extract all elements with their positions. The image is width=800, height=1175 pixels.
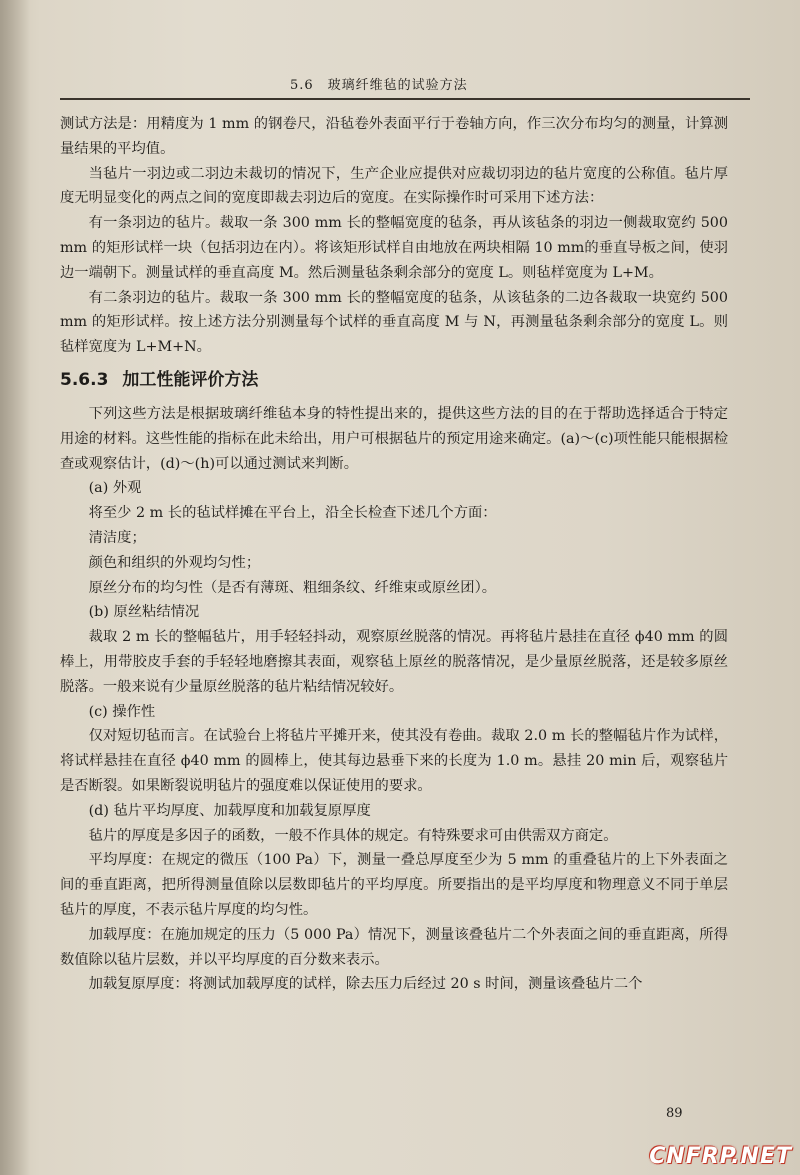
section-number: 5.6.3 <box>60 369 109 390</box>
page-number: 89 <box>666 1106 683 1121</box>
item-c-text: 仅对短切毡而言。在试验台上将毡片平摊开来，使其没有卷曲。裁取 2.0 m 长的整幅毡片作为试样，将试样悬挂在直径 ϕ40 mm 的圆棒上，使其每边悬垂下来的长度为 1.0 m。悬挂 20 min 后，观察毡片是否断裂。如果断裂说明毡片的强度难以保证使用的要求。 <box>60 728 728 794</box>
paragraph-one-selvage: 有一条羽边的毡片。裁取一条 300 mm 长的整幅宽度的毡条，再从该毡条的羽边一侧裁取宽约 500 mm 的矩形试样一块（包括羽边在内）。将该矩形试样自由地放在两块相隔 10 mm的垂直导板之间，使羽边一端朝下。测量试样的垂直高度 M。然后测量毡条剩余部分的宽度 L。则毡样宽度为 L+M。 <box>60 215 728 281</box>
item-d-title: (d) 毡片平均厚度、加载厚度和加载复原厚度 <box>88 802 371 819</box>
item-d-text-4: 加载复原厚度：将测试加载厚度的试样，除去压力后经过 20 s 时间，测量该叠毡片二个 <box>88 976 643 993</box>
section-title: 加工性能评价方法 <box>122 369 259 390</box>
item-b-text: 裁取 2 m 长的整幅毡片，用手轻轻抖动，观察原丝脱落的情况。再将毡片悬挂在直径 ϕ40 mm 的圆棒上，用带胶皮手套的手轻轻地磨擦其表面，观察毡上原丝的脱落情况，是少量原丝脱落，还是较多原丝脱落。一般来说有少量原丝脱落的毡片粘结情况较好。 <box>60 629 728 695</box>
page-spine-shadow <box>0 0 30 1175</box>
item-d-text-1: 毡片的厚度是多因子的函数，一般不作具体的规定。有特殊要求可由供需双方商定。 <box>88 827 618 844</box>
item-a-text-1: 将至少 2 m 长的毡试样摊在平台上，沿全长检查下述几个方面： <box>88 505 497 522</box>
paragraph-measure-method: 测试方法是：用精度为 1 mm 的钢卷尺，沿毡卷外表面平行于卷轴方向，作三次分布均匀的测量，计算测量结果的平均值。 <box>60 116 728 157</box>
paragraph-selvage: 当毡片一羽边或二羽边未裁切的情况下，生产企业应提供对应裁切羽边的毡片宽度的公称值。毡片厚度无明显变化的两点之间的宽度即裁去羽边后的宽度。在实际操作时可采用下述方法： <box>60 165 728 207</box>
header-rule <box>60 98 750 100</box>
item-a-text-3: 颜色和组织的外观均匀性； <box>88 554 261 571</box>
item-c-title: (c) 操作性 <box>88 703 156 720</box>
running-header: 5.6 玻璃纤维毡的试验方法 <box>290 78 468 93</box>
section-heading <box>60 368 728 392</box>
item-d-text-2: 平均厚度：在规定的微压（100 Pa）下，测量一叠总厚度至少为 5 mm 的重叠毡片的上下外表面之间的垂直距离，把所得测量值除以层数即毡片的平均厚度。所要指出的是平均厚度和物理意义不同于单层毡片的厚度，不表示毡片厚度的均匀性。 <box>60 852 728 918</box>
paragraph-two-selvages: 有二条羽边的毡片。裁取一条 300 mm 长的整幅宽度的毡条，从该毡条的二边各裁取一块宽约 500 mm 的矩形试样。按上述方法分别测量每个试样的垂直高度 M 与 N，再测量毡条剩余部分的宽度 L。则毡样宽度为 L+M+N。 <box>60 289 728 356</box>
item-a-text-2: 清洁度； <box>88 529 146 546</box>
item-b-title: (b) 原丝粘结情况 <box>88 604 200 621</box>
page-body <box>60 112 728 997</box>
item-a-text-4: 原丝分布的均匀性（是否有薄斑、粗细条纹、纤维束或原丝团）。 <box>88 579 497 596</box>
paragraph-intro: 下列这些方法是根据玻璃纤维毡本身的特性提出来的，提供这些方法的目的在于帮助选择适合于特定用途的材料。这些性能的指标在此未给出，用户可根据毡片的预定用途来确定。(a)～(c)项性能只能根据检查或观察估计，(d)～(h)可以通过测试来判断。 <box>60 405 728 472</box>
item-d-text-3: 加载厚度：在施加规定的压力（5 000 Pa）情况下，测量该叠毡片二个外表面之间的垂直距离，所得数值除以毡片层数，并以平均厚度的百分数来表示。 <box>60 926 728 968</box>
item-a-title: (a) 外观 <box>88 480 142 497</box>
site-watermark: CNFRP.NET <box>649 1144 792 1169</box>
